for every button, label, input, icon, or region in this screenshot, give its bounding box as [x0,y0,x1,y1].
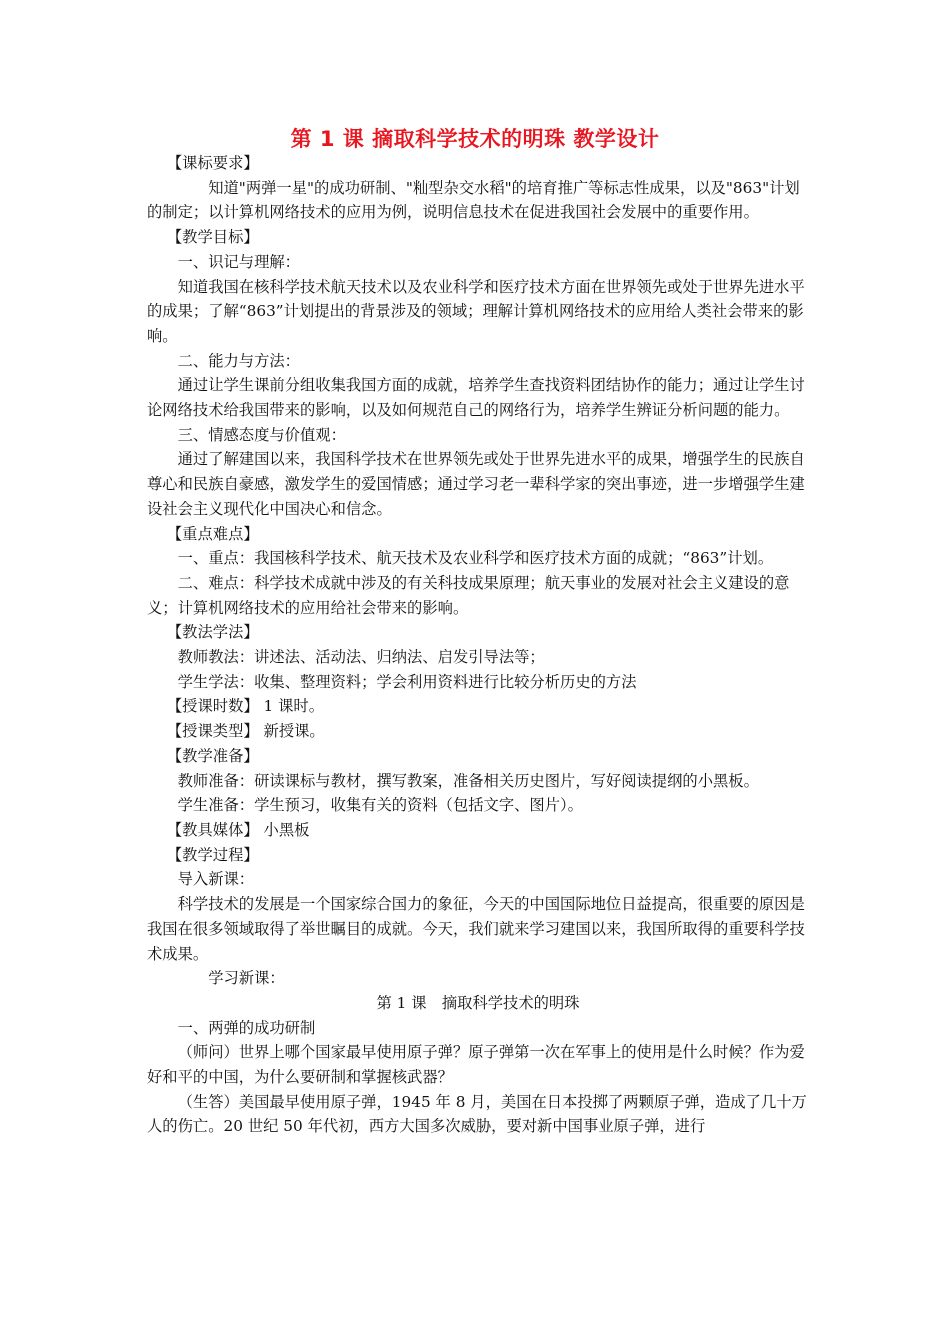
paragraph: 教师教法：讲述法、活动法、归纳法、启发引导法等； [177,648,545,667]
paragraph: 知道我国在核科学技术航天技术以及农业科学和医疗技术方面在世界领先或处于世界先进水平的成果；了解“863”计划提出的背景涉及的领域；理解计算机网络技术的应用给人类社会带来的影响。 [147,277,805,345]
paragraph: 科学技术的发展是一个国家综合国力的象征，今天的中国国际地位日益提高，很重要的原因是我国在很多领域取得了举世瞩目的成就。今天，我们就来学习建国以来，我国所取得的重要科学技术成果。 [147,895,805,963]
lesson-title: 第 1 课 摘取科学技术的明珠 [376,993,580,1012]
paragraph: 二、能力与方法： [177,351,300,370]
paragraph: 知道"两弹一星"的成功研制、"籼型杂交水稻"的培育推广等标志性成果，以及"863"计划的制定；以计算机网络技术的应用为例，说明信息技术在促进我国社会发展中的重要作用。 [147,178,800,222]
section-heading: 【教学目标】 [166,228,259,247]
paragraph: 学生学法：收集、整理资料；学会利用资料进行比较分析历史的方法 [177,672,637,691]
section-heading: 【教法学法】 [166,623,259,642]
paragraph: （师问）世界上哪个国家最早使用原子弹？原子弹第一次在军事上的使用是什么时候？作为爱好和平的中国，为什么要研制和掌握核武器？ [147,1043,805,1087]
paragraph: （生答）美国最早使用原子弹，1945 年 8 月，美国在日本投掷了两颗原子弹，造成了几十万人的伤亡。20 世纪 50 年代初，西方大国多次威胁，要对新中国事业原子弹，进行 [147,1092,807,1136]
paragraph: 导入新课： [177,870,255,889]
section-heading: 【重点难点】 [166,524,259,543]
section-heading: 【教学过程】 [166,845,259,864]
document-title: 第 1 课 摘取科学技术的明珠 教学设计 [290,127,660,151]
paragraph: 通过让学生课前分组收集我国方面的成就，培养学生查找资料团结协作的能力；通过让学生讨论网络技术给我国带来的影响，以及如何规范自己的网络行为，培养学生辨证分析问题的能力。 [147,376,805,420]
paragraph: 一、重点：我国核科学技术、航天技术及农业科学和医疗技术方面的成就；“863”计划。 [177,549,774,568]
section-heading: 【授课类型】 新授课。 [166,722,325,741]
document-body [147,151,809,1139]
paragraph: 通过了解建国以来，我国科学技术在世界领先或处于世界先进水平的成果，增强学生的民族自尊心和民族自豪感，激发学生的爱国情感；通过学习老一辈科学家的突出事迹，进一步增强学生建设社会主义现代化中国决心和信念。 [147,450,805,518]
paragraph: 一、识记与理解： [177,252,300,271]
paragraph: 二、难点：科学技术成就中涉及的有关科技成果原理；航天事业的发展对社会主义建设的意义；计算机网络技术的应用给社会带来的影响。 [147,573,790,617]
section-heading: 【教具媒体】 小黑板 [166,820,310,839]
paragraph: 学习新课： [208,969,285,988]
paragraph: 一、两弹的成功研制 [177,1018,316,1037]
paragraph: 三、情感态度与价值观： [177,425,346,444]
section-heading: 【课标要求】 [166,154,259,172]
section-heading: 【教学准备】 [166,746,259,765]
paragraph: 学生准备：学生预习，收集有关的资料（包括文字、图片）。 [177,796,583,815]
paragraph: 教师准备：研读课标与教材，撰写教案，准备相关历史图片，写好阅读提纲的小黑板。 [177,771,759,790]
section-heading: 【授课时数】 1 课时。 [166,697,325,716]
